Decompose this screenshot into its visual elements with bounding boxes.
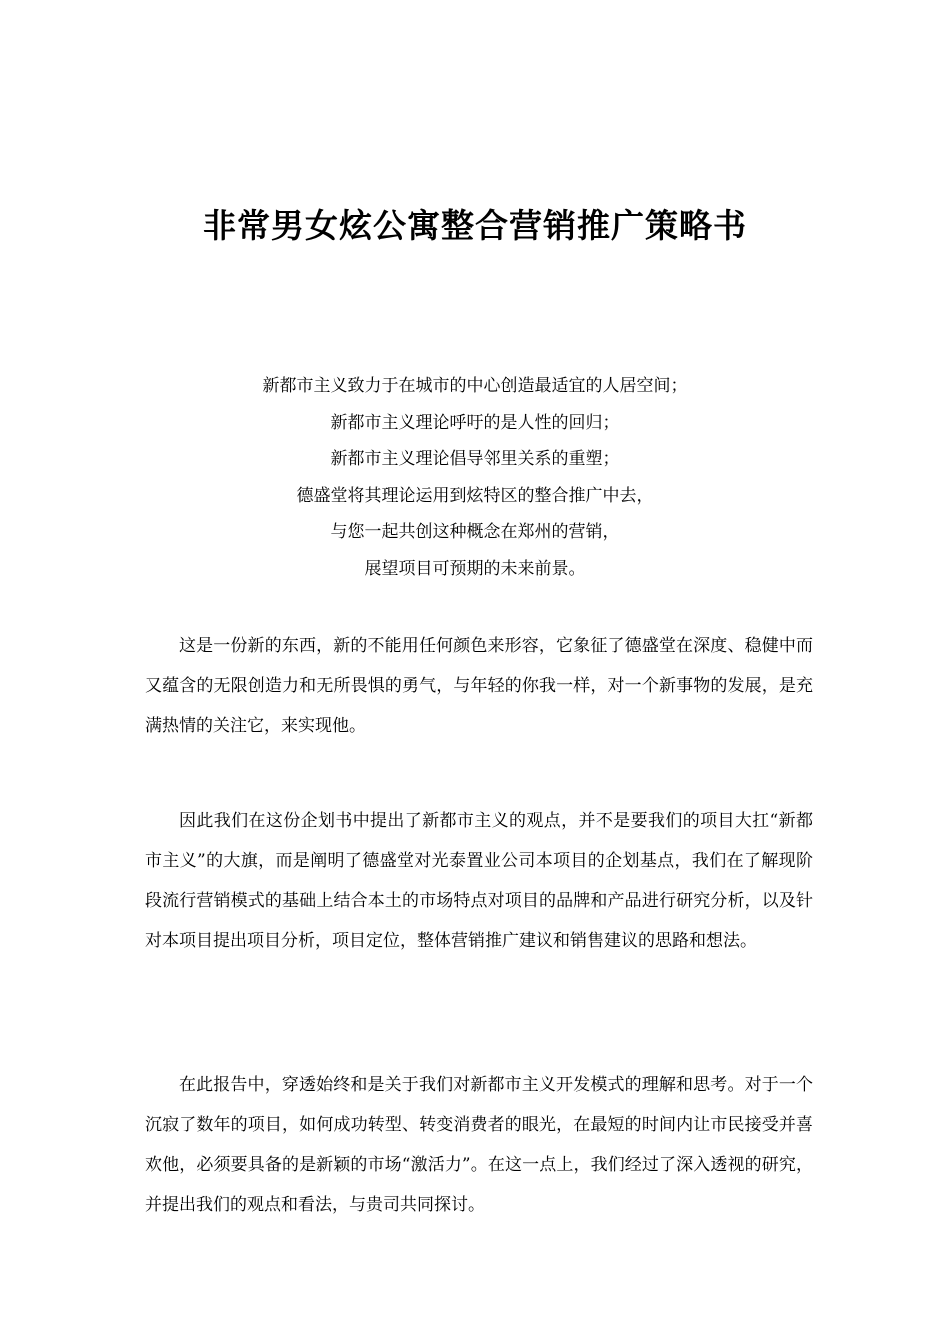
intro-line: 新都市主义理论倡导邻里关系的重塑； (330, 449, 620, 470)
paragraph-text: 因此我们在这份企划书中提出了新都市主义的观点，并不是要我们的项目大扛“新都市主义”的大旗，而是阐明了德盛堂对光泰置业公司本项目的企划基点，我们在了解现阶段流行营销模式的基础上结合本土的市场特点对项目的品牌和产品进行研究分析，以及针对本项目提出项目分析，项目定位，整体营销推广建议和销售建议的思路和想法。 (145, 811, 813, 951)
paragraph-text: 这是一份新的东西，新的不能用任何颜色来形容，它象征了德盛堂在深度、稳健中而又蕴含的无限创造力和无所畏惧的勇气，与年轻的你我一样，对一个新事物的发展，是充满热情的关注它，来实现他。 (145, 636, 813, 736)
body-paragraph-1 (145, 626, 813, 746)
intro-line: 德盛堂将其理论运用到炫特区的整合推广中去， (296, 485, 654, 506)
intro-verse (0, 368, 950, 588)
intro-line: 新都市主义致力于在城市的中心创造最适宜的人居空间； (262, 376, 688, 396)
paragraph-text: 在此报告中，穿透始终和是关于我们对新都市主义开发模式的理解和思考。对于一个沉寂了数年的项目，如何成功转型、转变消费者的眼光，在最短的时间内让市民接受并喜欢他，必须要具备的是新颖的市场“激活力”。在这一点上，我们经过了深入透视的研究，并提出我们的观点和看法，与贵司共同探讨。 (145, 1075, 813, 1215)
intro-line: 展望项目可预期的未来前景。 (364, 558, 586, 579)
document-title: 非常男女炫公寓整合营销推广策略书 (203, 206, 747, 245)
intro-line: 与您一起共创这种概念在郑州的营销， (330, 522, 620, 543)
body-paragraph-3 (145, 1065, 813, 1225)
body-paragraph-2 (145, 801, 813, 961)
intro-line: 新都市主义理论呼吁的是人性的回归； (330, 412, 620, 433)
